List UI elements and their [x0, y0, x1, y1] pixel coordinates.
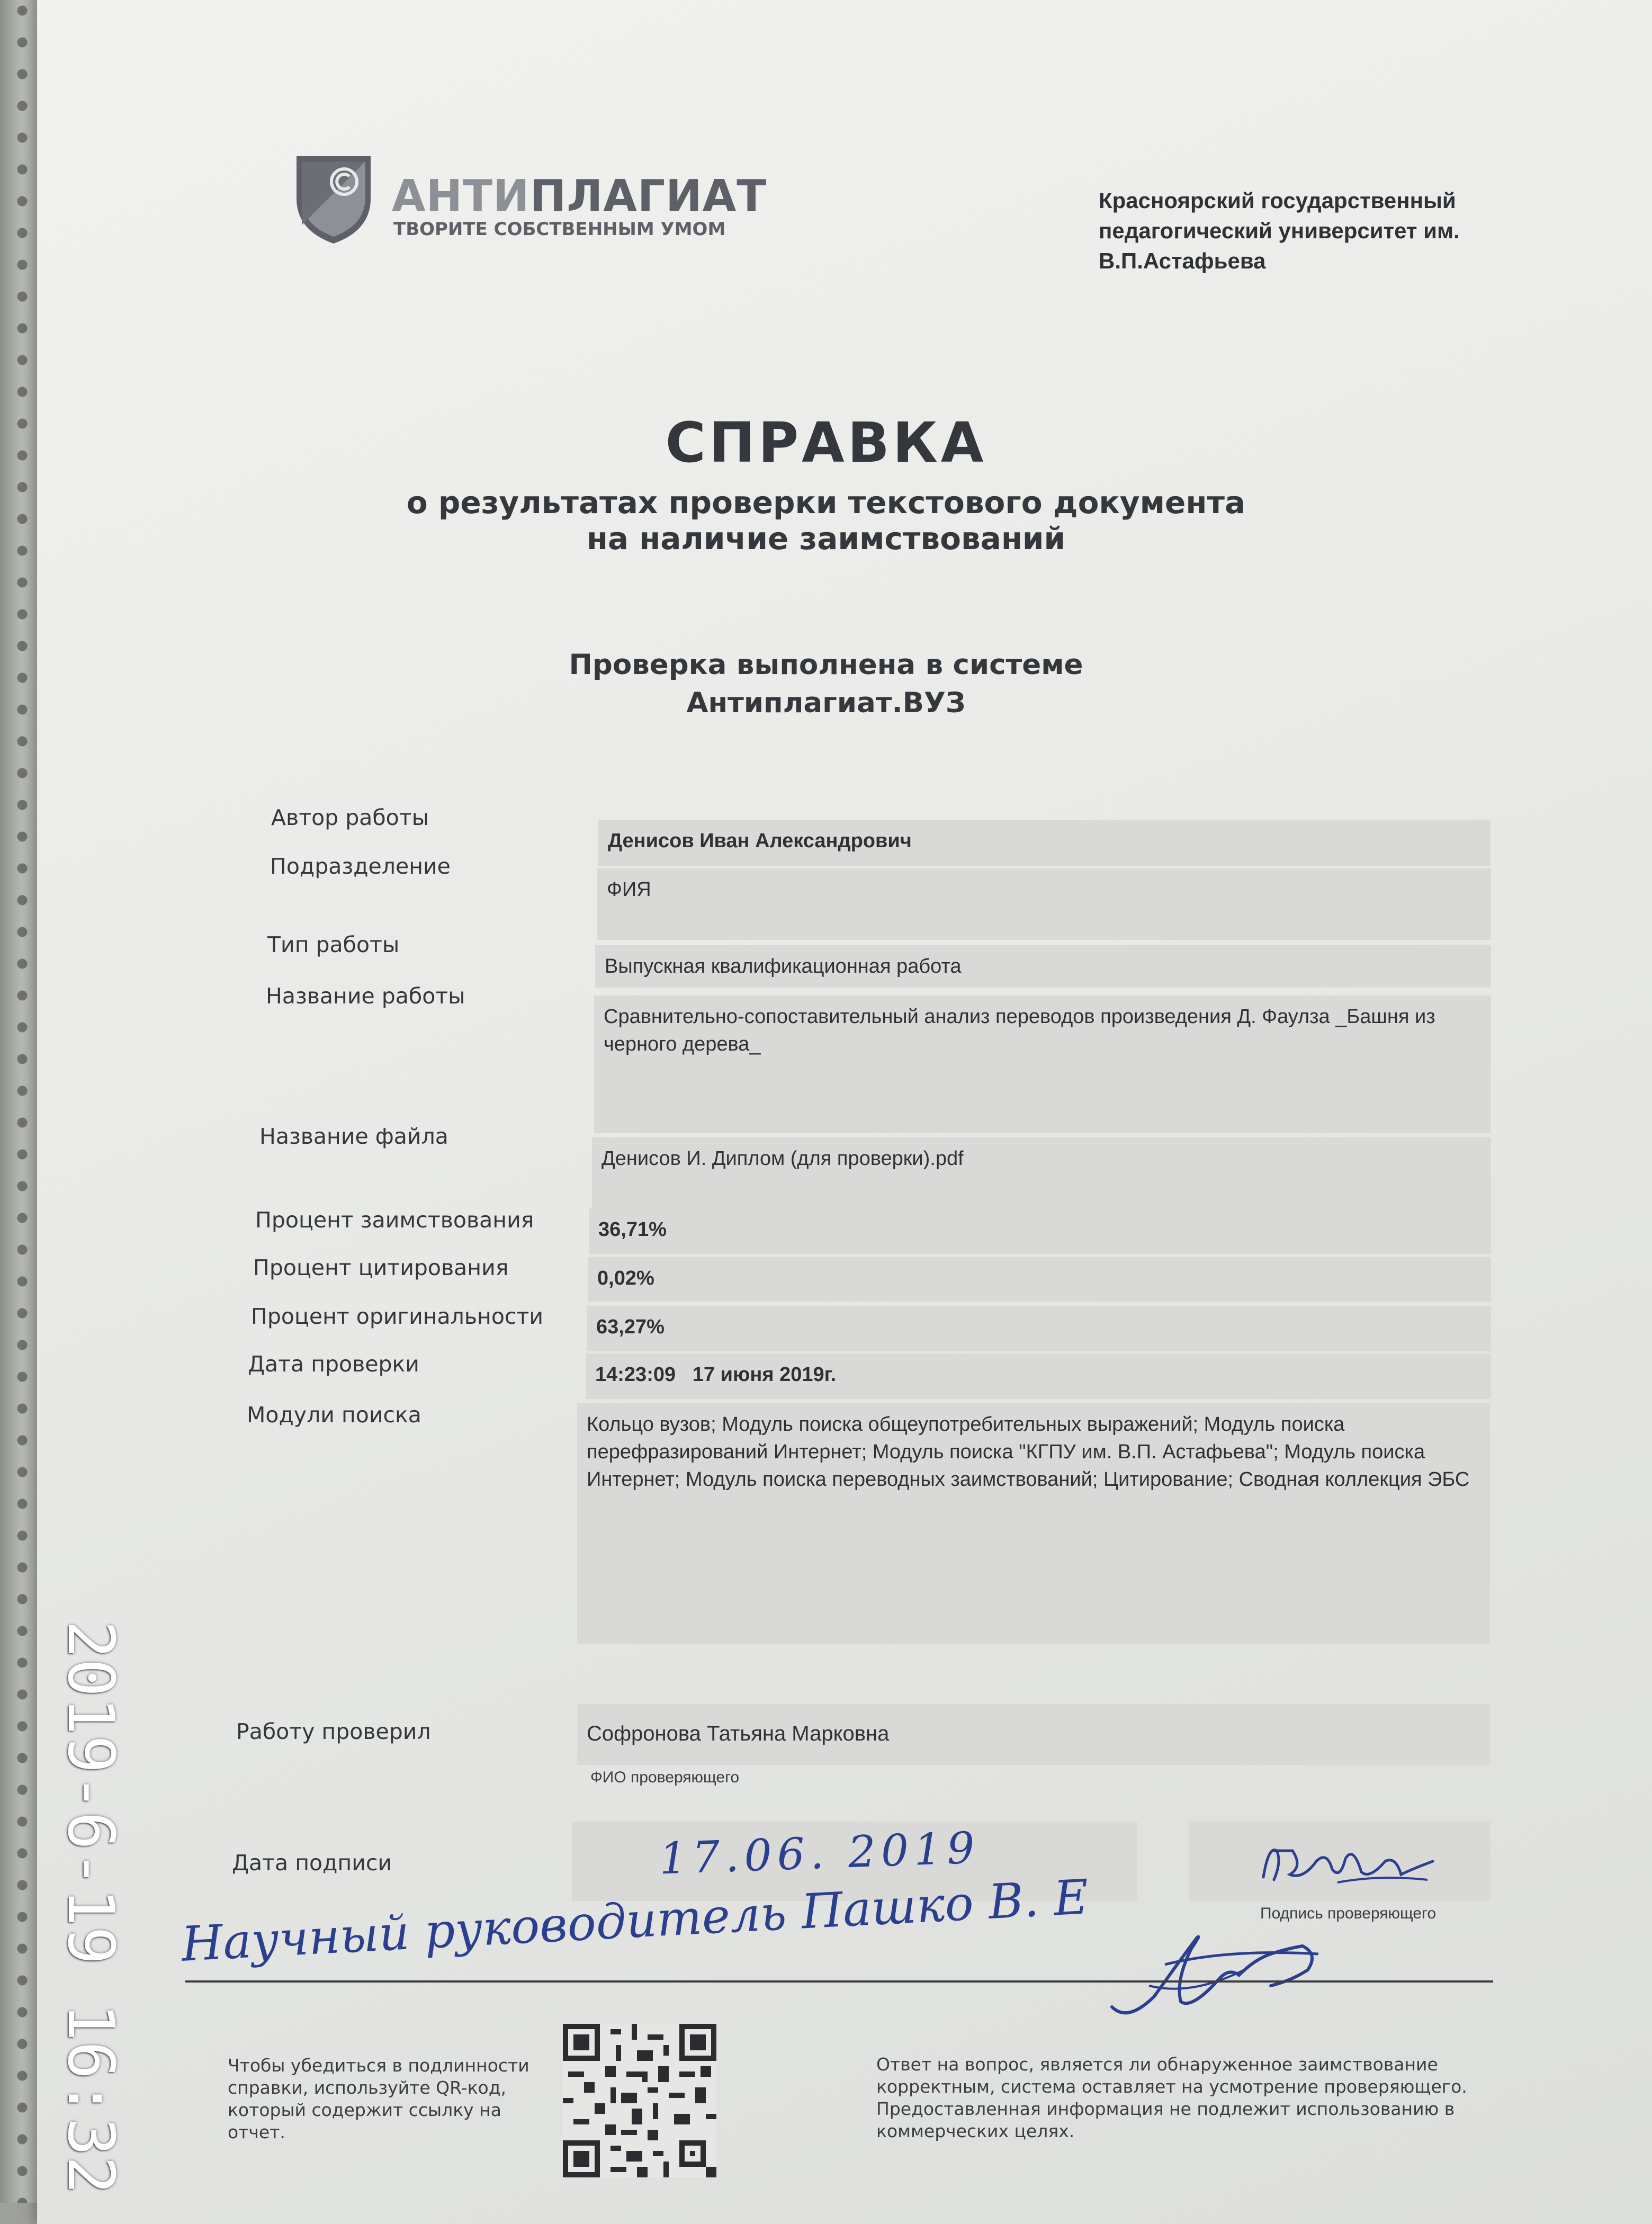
qr-code — [563, 2024, 716, 2177]
system-heading — [0, 646, 1652, 722]
signature-date-label: Дата подписи — [232, 1850, 392, 1876]
camera-timestamp-text: 2019-6-19 16:32 — [53, 1620, 127, 2194]
originality-percent-value: 63,27% — [587, 1306, 1491, 1351]
checker-value: Софронова Татьяна Марковна — [577, 1704, 1490, 1765]
disclaimer: Ответ на вопрос, является ли обнаруженное заимствование корректным, система оставляет на усмотрение проверяющего. Предоставленная информация не подлежит использованию в коммерческих целях. — [876, 2054, 1467, 2141]
borrowing-percent-label: Процент заимствования — [255, 1207, 534, 1233]
check-date-value: 14:23:09 17 июня 2019г. — [586, 1353, 1491, 1399]
checker-caption: ФИО проверяющего — [590, 1769, 740, 1786]
checker-signature — [1253, 1830, 1443, 1893]
logo-wordmark — [392, 171, 767, 221]
signature-line — [185, 1980, 1493, 1983]
work-type-label: Тип работы — [267, 932, 400, 957]
logo-slogan: ТВОРИТЕ СОБСТВЕННЫМ УМОМ — [393, 219, 726, 240]
logo-wordmark-part1: АНТИ — [392, 171, 530, 221]
signature-caption: Подпись проверяющего — [1260, 1905, 1436, 1922]
system-line-2: Антиплагиат.ВУЗ — [686, 687, 966, 719]
author-value: Денисов Иван Александрович — [598, 820, 1491, 866]
handwritten-date: 17.06. 2019 — [658, 1823, 981, 1885]
subtitle-line-2: на наличие заимствований — [586, 521, 1066, 557]
originality-percent-label: Процент оригинальности — [251, 1304, 543, 1329]
university-name: Красноярский государственный педагогический университет им. В.П.Астафьева — [1099, 188, 1460, 273]
signature-box — [1189, 1822, 1490, 1901]
system-line-1: Проверка выполнена в системе — [569, 649, 1083, 681]
author-label: Автор работы — [271, 805, 429, 830]
supervisor-signature — [1096, 1917, 1340, 2033]
work-title-value: Сравнительно-сопоставительный анализ переводов произведения Д. Фаулза _Башня из черного дерева_ — [594, 996, 1491, 1133]
checker-label: Работу проверил — [236, 1719, 431, 1744]
department-value: ФИЯ — [597, 868, 1491, 940]
citation-percent-value: 0,02% — [588, 1257, 1491, 1302]
citation-percent-label: Процент цитирования — [253, 1255, 509, 1280]
shield-icon — [291, 151, 376, 246]
antiplagiat-logo — [291, 151, 767, 252]
work-title-label: Название работы — [266, 983, 465, 1009]
search-modules-value: Кольцо вузов; Модуль поиска общеупотребительных выражений; Модуль поиска перефразирований Интернет; Модуль поиска "КГПУ им. В.П. Астафьева"; Модуль поиска Интернет; Модуль поиска переводных заимствований; Цитирование; Сводная коллекция ЭБС — [577, 1403, 1490, 1644]
logo-wordmark-part2: ПЛАГИАТ — [529, 171, 767, 221]
file-name-label: Название файла — [259, 1124, 448, 1149]
check-date-label: Дата проверки — [248, 1351, 419, 1377]
work-type-value: Выпускная квалификационная работа — [595, 945, 1491, 988]
subtitle-line-1: о результатах проверки текстового документа — [406, 485, 1246, 521]
file-name-value: Денисов И. Диплом (для проверки).pdf — [592, 1137, 1491, 1212]
qr-note: Чтобы убедиться в подлинности справки, используйте QR-код, который содержит ссылку на отчет. — [228, 2055, 529, 2142]
department-label: Подразделение — [270, 854, 451, 879]
borrowing-percent-value: 36,71% — [589, 1208, 1491, 1254]
camera-timestamp — [21, 1620, 127, 2194]
search-modules-label: Модули поиска — [247, 1402, 421, 1428]
page-subtitle — [0, 485, 1652, 557]
page-title: СПРАВКА — [665, 410, 987, 475]
handwritten-supervisor-note: Научный руководитель Пашко В. Е — [180, 1869, 1090, 1972]
